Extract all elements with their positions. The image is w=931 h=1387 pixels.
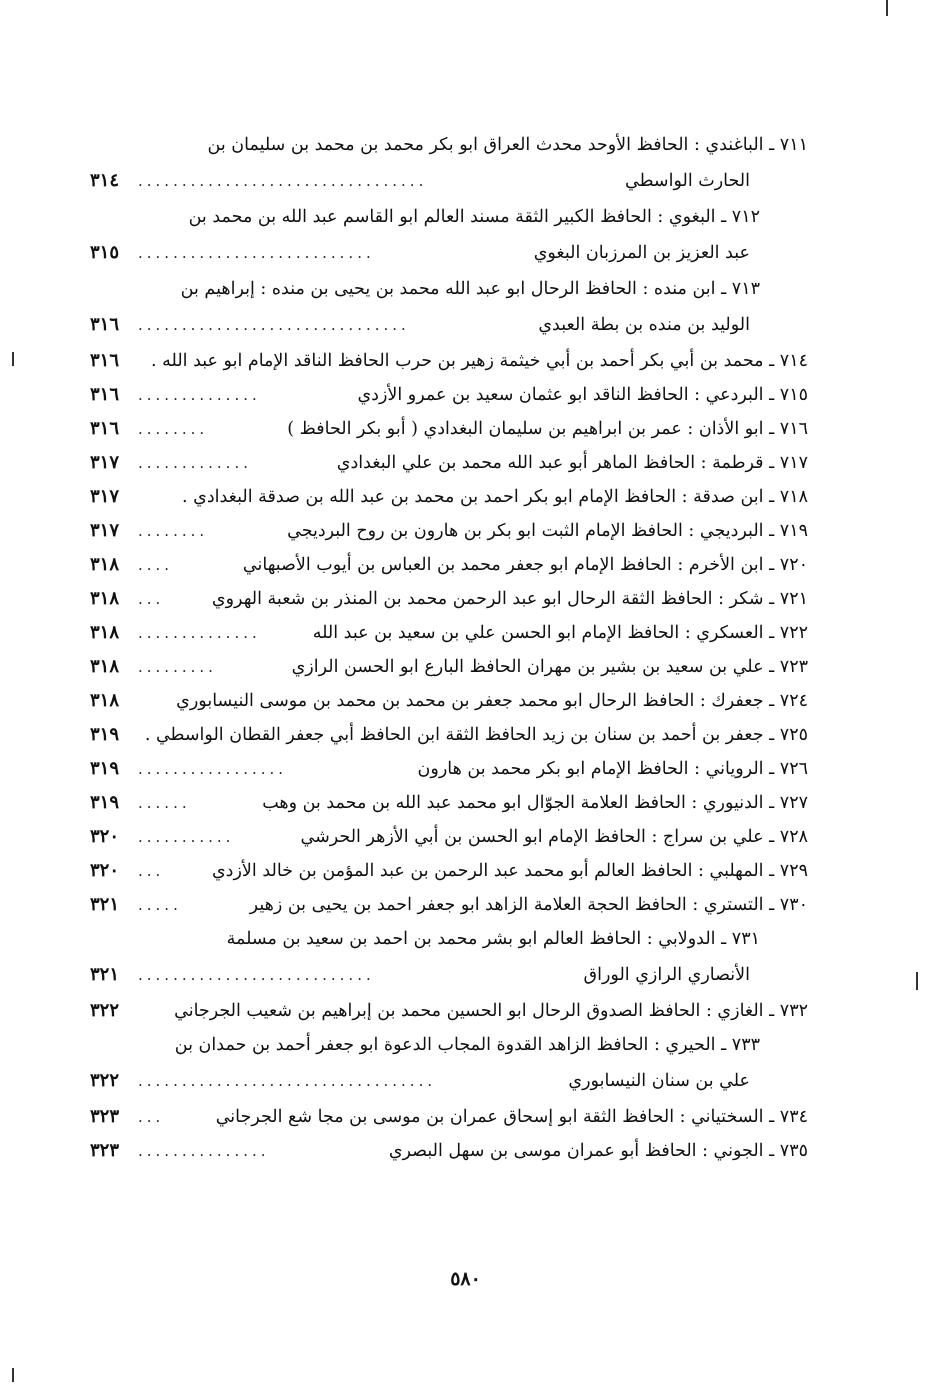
index-line [90,306,808,344]
page-folio: ٥٨٠ [450,1268,481,1290]
leader-dots: ... [138,590,165,608]
page-number: ٣١٩ [90,724,120,745]
leader-dots: .............. [138,386,261,404]
leader-dots: ................. [138,760,288,778]
entry-text: ٧٢٧ ـ الدنيوري : الحافظ العلامة الجوّال ابو محمد عبد الله بن محمد بن وهب [262,793,808,813]
entry-text: ٧٣٥ ـ الجوني : الحافظ أبو عمران موسى بن سهل البصري [388,1141,808,1161]
page-number: ٣١٥ [90,242,120,263]
index-list [90,128,808,1168]
index-line [90,616,808,650]
page-number: ٣١٧ [90,452,120,473]
leader-dots: ........... [138,828,235,846]
entry-text: ٧٢٢ ـ العسكري : الحافظ الإمام ابو الحسن علي بن سعيد بن عبد الله [312,623,808,643]
page-number: ٣١٧ [90,520,120,541]
index-line [90,718,808,752]
entry-text: الوليد بن منده بن بطة العبدي [538,315,750,335]
index-line [90,922,808,956]
index-line [90,1028,808,1062]
entry-text: ٧٣٣ ـ الحيري : الحافظ الزاهد القدوة المجاب الدعوة ابو جعفر أحمد بن حمدان بن [174,1035,760,1055]
entry-text: ٧٣٢ ـ الغازي : الحافظ الصدوق الرحال ابو الحسين محمد بن إبراهيم بن شعيب الجرجاني [174,1001,808,1021]
page-number: ٣١٩ [90,758,120,779]
index-line [90,684,808,718]
margin-mark [916,972,918,990]
page-number: ٣١٨ [90,622,120,643]
index-line [90,650,808,684]
leader-dots: ............... [138,1142,270,1160]
leader-dots: ................................. [138,172,428,190]
entry-text: ٧٢٥ ـ جعفر بن أحمد بن سنان بن زيد الحافظ الثقة ابن الحافظ أبي جعفر القطان الواسطي . [144,725,808,745]
leader-dots: .... [138,556,174,574]
index-line [90,162,808,200]
entry-text: ٧٢٦ ـ الروياني : الحافظ الإمام ابو بكر محمد بن هارون [417,759,808,779]
leader-dots: ......... [138,658,217,676]
entry-text: ٧١٩ ـ البرديجي : الحافظ الإمام الثبت ابو بكر بن هارون بن روح البرديجي [287,521,808,541]
page-number: ٣١٤ [90,170,120,191]
entry-text: ٧١٤ ـ محمد بن أبي بكر أحمد بن أبي خيثمة زهير بن حرب الحافظ الناقد الإمام ابو عبد الله . [151,351,808,371]
page-number: ٣١٦ [90,384,120,405]
index-line [90,854,808,888]
entry-text: ٧٣١ ـ الدولابي : الحافظ العالم ابو بشر محمد بن احمد بن سعيد بن مسلمة [226,929,760,949]
index-line [90,412,808,446]
entry-text: ٧٢١ ـ شكر : الحافظ الثقة الرحال ابو عبد الرحمن محمد بن المنذر بن شعبة الهروي [211,589,808,609]
entry-text: ٧٣٠ ـ التستري : الحافظ الحجة العلامة الزاهد ابو جعفر احمد بن يحيى بن زهير [249,895,808,915]
page-number: ٣١٦ [90,418,120,439]
leader-dots: ........................... [138,244,375,262]
entry-text: ٧١٧ ـ قرطمة : الحافظ الماهر أبو عبد الله محمد بن علي البغدادي [336,453,808,473]
entry-text: ٧٢٩ ـ المهلبي : الحافظ العالم أبو محمد عبد الرحمن بن عبد المؤمن بن خالد الأزدي [211,861,808,881]
page-number: ٣٢١ [90,894,120,915]
index-line [90,514,808,548]
leader-dots: ...... [138,794,191,812]
page-number: ٣١٦ [90,350,120,371]
page-number: ٣١٦ [90,314,120,335]
index-line [90,956,808,994]
index-line [90,786,808,820]
index-line [90,200,808,234]
page-number: ٣٢٣ [90,1140,120,1161]
index-line [90,752,808,786]
entry-text: ٧١١ ـ الباغندي : الحافظ الأوحد محدث العراق ابو بكر محمد بن محمد بن سليمان بن [207,135,808,155]
index-line [90,446,808,480]
entry-text: ٧١٥ ـ البردعي : الحافظ الناقد ابو عثمان سعيد بن عمرو الأزدي [357,385,808,405]
margin-mark [12,352,14,366]
leader-dots: ............. [138,454,252,472]
page-number: ٣٢٠ [90,860,120,881]
entry-text: ٧١٣ ـ ابن منده : الحافظ الرحال ابو عبد الله محمد بن يحيى بن منده : إبراهيم بن [180,279,760,299]
entry-text: الحارث الواسطي [624,171,750,191]
leader-dots: ........ [138,420,209,438]
index-line [90,548,808,582]
index-line [90,234,808,272]
page-number: ٣١٨ [90,656,120,677]
page-number: ٣١٧ [90,486,120,507]
leader-dots: ............................... [138,316,410,334]
index-line [90,888,808,922]
index-line [90,1134,808,1168]
page-number: ٣٢٣ [90,1106,120,1127]
page-number: ٣١٨ [90,554,120,575]
index-line [90,820,808,854]
index-line [90,480,808,514]
leader-dots: ........ [138,522,209,540]
entry-text: ٧١٦ ـ ابو الأذان : عمر بن ابراهيم بن سليمان البغدادي ( أبو بكر الحافظ ) [287,419,808,439]
entry-text: ٧٢٣ ـ علي بن سعيد بن بشير بن مهران الحافظ البارع ابو الحسن الرازي [291,657,808,677]
index-line [90,1100,808,1134]
page-number: ٣٢٠ [90,826,120,847]
page-number: ٣١٨ [90,690,120,711]
entry-text: ٧٣٤ ـ السختياني : الحافظ الثقة ابو إسحاق عمران بن موسى بن مجا شع الجرجاني [215,1107,808,1127]
entry-text: عبد العزيز بن المرزبان البغوي [533,243,750,263]
leader-dots: ... [138,1108,165,1126]
entry-text: ٧٢٨ ـ علي بن سراج : الحافظ الإمام ابو الحسن بن أبي الأزهر الحرشي [300,827,808,847]
leader-dots: .................................. [138,1072,437,1090]
leader-dots: ... [138,862,165,880]
index-line [90,582,808,616]
leader-dots: ........................... [138,966,375,984]
index-line [90,128,808,162]
index-line [90,344,808,378]
index-line [90,272,808,306]
page-number: ٣١٩ [90,792,120,813]
entry-text: ٧١٨ ـ ابن صدقة : الحافظ الإمام ابو بكر احمد بن محمد بن عبد الله بن صدقة البغدادي . [182,487,808,507]
page-number: ٣٢٢ [90,1070,120,1091]
page-number: ٣٢١ [90,964,120,985]
index-line [90,378,808,412]
leader-dots: .............. [138,624,261,642]
page-number: ٣٢٢ [90,1000,120,1021]
margin-mark [12,1368,14,1382]
leader-dots: ..... [138,896,182,914]
index-line [90,994,808,1028]
entry-text: علي بن سنان النيسابوري [568,1071,750,1091]
entry-text: ٧١٢ ـ البغوي : الحافظ الكبير الثقة مسند العالم ابو القاسم عبد الله بن محمد بن [188,207,760,227]
entry-text: ٧٢٠ ـ ابن الأخرم : الحافظ الإمام ابو جعفر محمد بن العباس بن أيوب الأصبهاني [242,555,808,575]
entry-text: الأنصاري الرازي الوراق [583,965,750,985]
index-line [90,1062,808,1100]
entry-text: ٧٢٤ ـ جعفرك : الحافظ الرحال ابو محمد جعفر بن محمد بن محمد بن موسى النيسابوري [176,691,808,711]
margin-mark [886,0,888,16]
page-number: ٣١٨ [90,588,120,609]
